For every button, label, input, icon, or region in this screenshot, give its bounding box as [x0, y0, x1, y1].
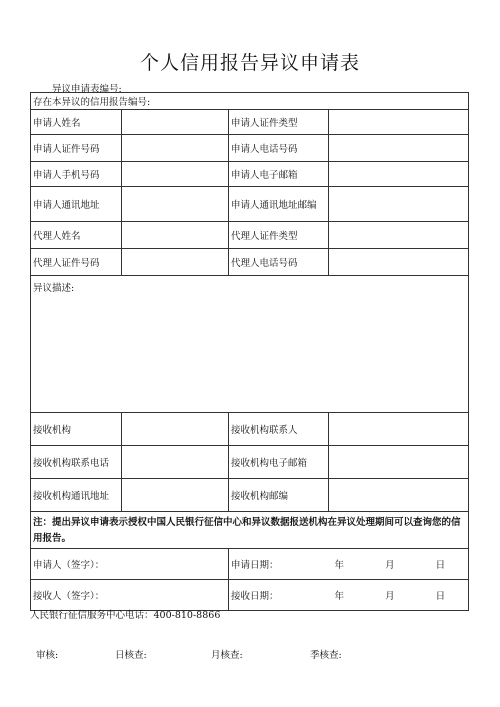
receiver-signature-label: 接收人（签字）：	[33, 591, 105, 602]
agent-name-field[interactable]	[122, 222, 229, 249]
report-number-field[interactable]	[31, 93, 469, 110]
agent-phone-field[interactable]	[329, 249, 469, 276]
receiver-postcode-field[interactable]	[329, 479, 469, 512]
audit-label: 审核:	[36, 650, 59, 661]
daily-check-label: 日核查:	[115, 650, 147, 661]
agent-id-number-field[interactable]	[122, 249, 229, 276]
receive-year-label: 年	[334, 591, 345, 602]
receiver-contact-field[interactable]	[329, 413, 469, 446]
receiver-signature-field[interactable]	[31, 580, 229, 611]
applicant-phone-label: 申请人电话号码	[229, 135, 329, 162]
receiver-contact-label: 接收机构联系人	[229, 413, 329, 446]
receiver-address-label: 接收机构通讯地址	[31, 479, 122, 512]
application-form-table	[30, 92, 468, 604]
receiver-email-label: 接收机构电子邮箱	[229, 446, 329, 479]
agent-phone-label: 代理人电话号码	[229, 249, 329, 276]
receiver-postcode-label: 接收机构邮编	[229, 479, 329, 512]
applicant-id-number-field[interactable]	[122, 135, 229, 162]
receiver-org-label: 接收机构	[31, 413, 122, 446]
applicant-name-field[interactable]	[122, 110, 229, 135]
applicant-address-label: 申请人通讯地址	[31, 187, 122, 222]
applicant-postcode-label: 申请人通讯地址邮编	[229, 187, 329, 222]
applicant-name-label: 申请人姓名	[31, 110, 122, 135]
agent-id-number-label: 代理人证件号码	[31, 249, 122, 276]
receive-date-label: 接收日期：	[231, 591, 279, 602]
applicant-mobile-field[interactable]	[122, 162, 229, 187]
receive-day-label: 日	[435, 591, 446, 602]
authorization-note: 注：提出异议申请表示授权中国人民银行征信中心和异议数据报送机构在异议处理期间可以查询您的信用报告。	[31, 512, 469, 549]
applicant-address-field[interactable]	[122, 187, 229, 222]
form-number-label: 异议申请表编号:	[52, 84, 122, 95]
service-center-phone: 人民银行征信服务中心电话：400-810-8866	[30, 610, 221, 621]
apply-date-field[interactable]	[229, 549, 469, 580]
receiver-email-field[interactable]	[329, 446, 469, 479]
monthly-check-label: 月核查:	[211, 650, 243, 661]
receiver-org-field[interactable]	[122, 413, 229, 446]
receive-month-label: 月	[385, 591, 395, 602]
description-field[interactable]	[31, 276, 469, 413]
apply-date-label: 申请日期：	[231, 560, 279, 571]
applicant-signature-field[interactable]	[31, 549, 229, 580]
applicant-id-number-label: 申请人证件号码	[31, 135, 122, 162]
applicant-email-field[interactable]	[329, 162, 469, 187]
applicant-mobile-label: 申请人手机号码	[31, 162, 122, 187]
apply-month-label: 月	[385, 560, 395, 571]
applicant-id-type-label: 申请人证件类型	[229, 110, 329, 135]
applicant-phone-field[interactable]	[329, 135, 469, 162]
agent-name-label: 代理人姓名	[31, 222, 122, 249]
receiver-contact-phone-field[interactable]	[122, 446, 229, 479]
form-title: 个人信用报告异议申请表	[139, 52, 360, 74]
applicant-postcode-field[interactable]	[329, 187, 469, 222]
receive-date-field[interactable]	[229, 580, 469, 611]
apply-year-label: 年	[334, 560, 345, 571]
quarterly-check-label: 季核查:	[310, 650, 342, 661]
applicant-email-label: 申请人电子邮箱	[229, 162, 329, 187]
agent-id-type-field[interactable]	[329, 222, 469, 249]
receiver-address-field[interactable]	[122, 479, 229, 512]
report-number-label: 存在本异议的信用报告编号:	[33, 97, 151, 108]
receiver-contact-phone-label: 接收机构联系电话	[31, 446, 122, 479]
applicant-signature-label: 申请人（签字）：	[33, 560, 105, 571]
applicant-id-type-field[interactable]	[329, 110, 469, 135]
apply-day-label: 日	[435, 560, 446, 571]
agent-id-type-label: 代理人证件类型	[229, 222, 329, 249]
description-label: 异议描述:	[33, 283, 75, 294]
